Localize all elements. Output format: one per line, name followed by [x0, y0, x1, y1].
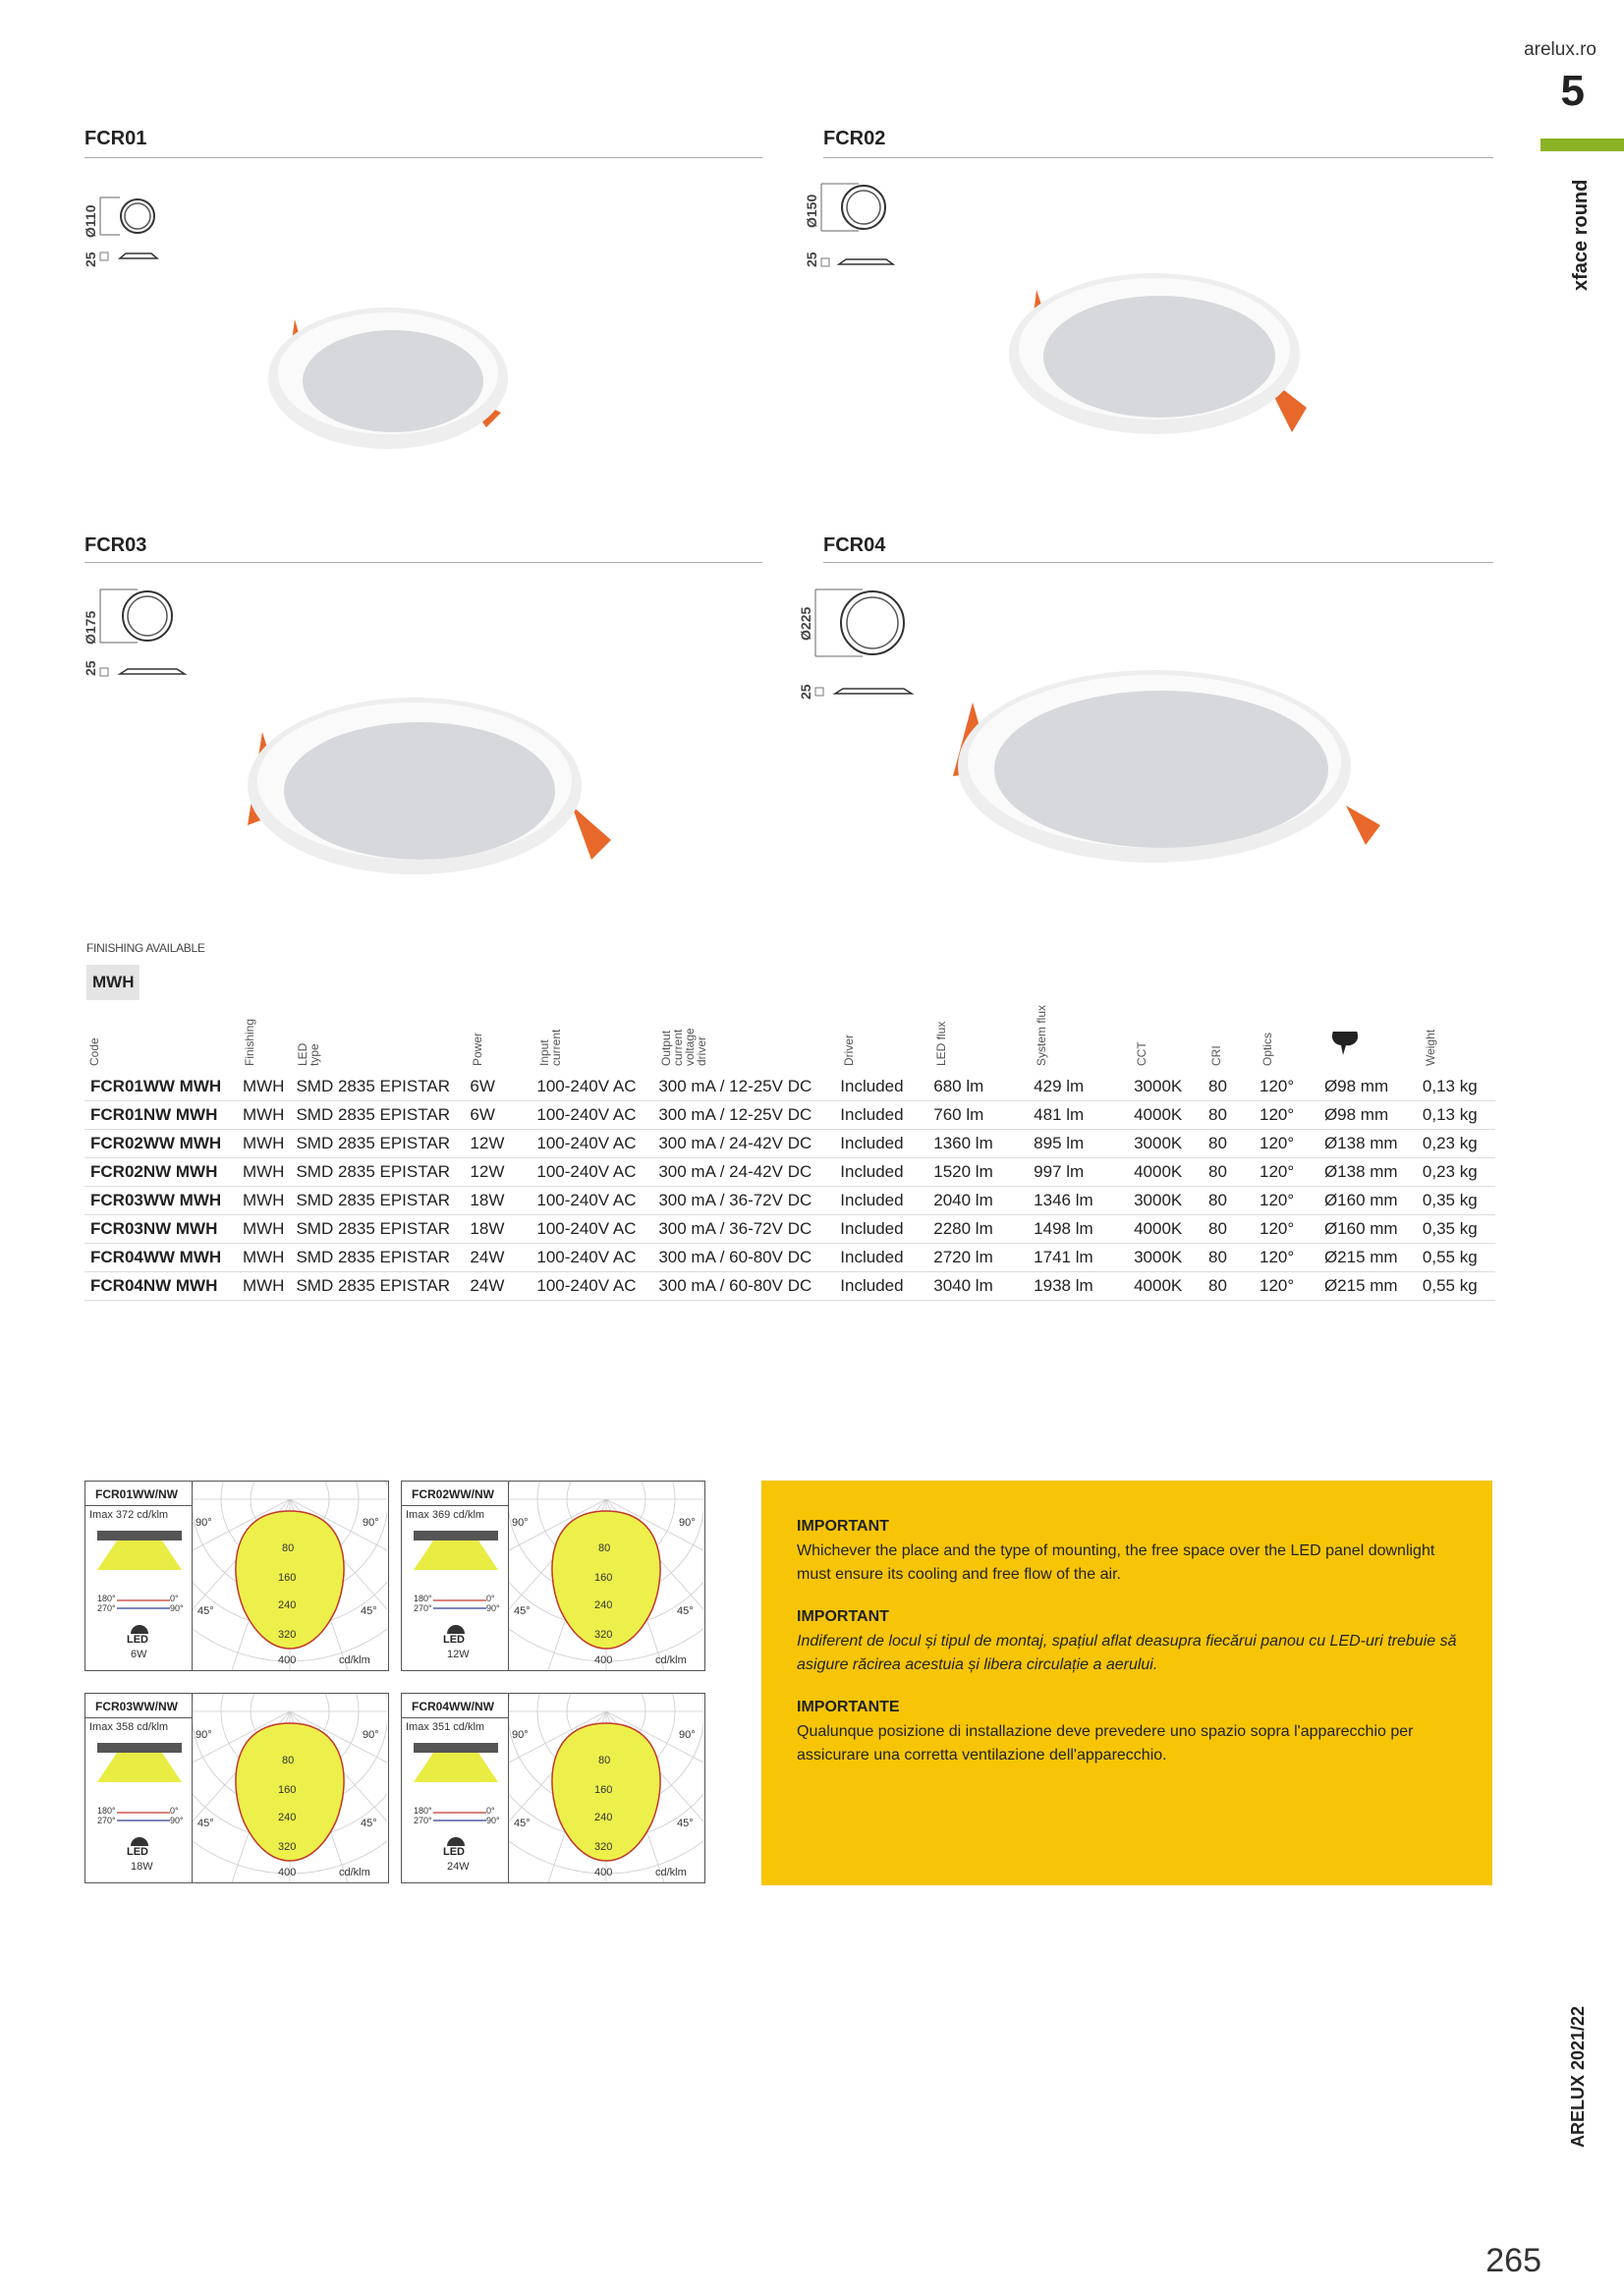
notice-title-ro: IMPORTANT — [797, 1608, 889, 1625]
divider — [823, 562, 1493, 563]
angle-label: 45° — [514, 1818, 531, 1829]
table-row — [84, 1272, 1495, 1301]
table-cell: 4000K — [1128, 1158, 1203, 1187]
divider — [84, 157, 762, 158]
diameter-label: Ø110 — [83, 204, 98, 238]
angle-label: 90° — [679, 1729, 696, 1741]
radius-label: 320 — [278, 1629, 297, 1641]
led-label: LED — [443, 1634, 465, 1646]
table-cell: 0,23 kg — [1417, 1130, 1495, 1158]
c-plane-label: 180° — [414, 1806, 432, 1816]
table-cell: 3000K — [1128, 1073, 1203, 1101]
table-cell: Ø138 mm — [1318, 1130, 1417, 1158]
angle-label: 90° — [363, 1517, 379, 1529]
c-plane-label: 270° — [97, 1816, 116, 1825]
power-label: 6W — [131, 1649, 147, 1660]
radius-label: 240 — [278, 1599, 297, 1611]
chapter-number: 5 — [1560, 67, 1585, 115]
table-cell: FCR02WW MWH — [84, 1130, 237, 1158]
table-cell: Included — [834, 1101, 927, 1130]
radius-label: 80 — [282, 1755, 295, 1766]
table-cell: MWH — [237, 1158, 290, 1187]
beam-icon — [97, 1743, 182, 1782]
table-cell: 80 — [1203, 1187, 1254, 1215]
notice-text-en: Whichever the place and the type of mounting, the free space over the LED panel downlight must ensure its cooling and free flow of the air. — [797, 1542, 1435, 1583]
table-cell: 2720 lm — [927, 1244, 1028, 1272]
table-cell: 100-240V AC — [531, 1130, 652, 1158]
downlight-photo — [241, 295, 535, 472]
table-cell: MWH — [237, 1215, 290, 1244]
table-cell: 4000K — [1128, 1272, 1203, 1301]
table-cell: 760 lm — [927, 1101, 1028, 1130]
radius-label: 240 — [594, 1812, 613, 1823]
imax-label: Imax 372 cd/klm — [89, 1509, 169, 1521]
spec-table — [84, 1073, 1495, 1301]
c-plane-label: 0° — [486, 1594, 495, 1603]
table-cell: 100-240V AC — [531, 1158, 652, 1187]
c-plane-label: 270° — [414, 1816, 432, 1825]
photometric-code: FCR04WW/NW — [412, 1700, 494, 1713]
radius-label: 400 — [278, 1867, 297, 1878]
table-cell: FCR04NW MWH — [84, 1272, 237, 1301]
product-title: FCR04 — [823, 534, 886, 556]
diameter-label: Ø150 — [804, 194, 819, 228]
table-cell: SMD 2835 EPISTAR — [290, 1215, 464, 1244]
product-title: FCR01 — [84, 128, 147, 149]
table-cell: Included — [834, 1244, 927, 1272]
col-header-led-type: LED type — [296, 1042, 321, 1066]
table-cell: Included — [834, 1130, 927, 1158]
divider — [823, 157, 1493, 158]
table-cell: 120° — [1254, 1101, 1318, 1130]
radius-label: 400 — [278, 1654, 297, 1666]
table-cell: 3000K — [1128, 1130, 1203, 1158]
catalog-title: ARELUX 2021/22 — [1568, 2005, 1588, 2148]
table-cell: 300 mA / 24-42V DC — [652, 1158, 834, 1187]
legend-lines — [117, 1810, 170, 1823]
table-cell: Included — [834, 1215, 927, 1244]
table-cell: FCR04WW MWH — [84, 1244, 237, 1272]
table-cell: 100-240V AC — [531, 1101, 652, 1130]
table-cell: 4000K — [1128, 1215, 1203, 1244]
table-cell: 0,55 kg — [1417, 1272, 1495, 1301]
angle-label: 45° — [514, 1605, 531, 1617]
table-cell: FCR03WW MWH — [84, 1187, 237, 1215]
c-plane-label: 180° — [97, 1806, 116, 1816]
divider — [85, 1717, 192, 1718]
table-cell: Ø138 mm — [1318, 1158, 1417, 1187]
col-header-driver: Driver — [842, 1035, 856, 1066]
table-cell: 24W — [464, 1244, 531, 1272]
table-cell: 120° — [1254, 1073, 1318, 1101]
table-cell: 0,23 kg — [1417, 1158, 1495, 1187]
radius-label: 240 — [594, 1599, 613, 1611]
angle-label: 90° — [196, 1729, 212, 1741]
c-plane-label: 180° — [97, 1594, 116, 1603]
angle-label: 45° — [197, 1605, 214, 1617]
table-cell: 120° — [1254, 1130, 1318, 1158]
col-header-led-flux: LED flux — [934, 1021, 948, 1066]
table-cell: 80 — [1203, 1215, 1254, 1244]
table-cell: SMD 2835 EPISTAR — [290, 1073, 464, 1101]
table-cell: 300 mA / 24-42V DC — [652, 1130, 834, 1158]
c-plane-label: 90° — [486, 1816, 500, 1825]
divider — [402, 1505, 508, 1506]
downlight-photo — [978, 251, 1331, 457]
radius-label: 80 — [598, 1755, 611, 1766]
radius-label: 160 — [594, 1572, 613, 1584]
table-cell: SMD 2835 EPISTAR — [290, 1158, 464, 1187]
table-cell: 80 — [1203, 1073, 1254, 1101]
height-label: 25 — [83, 660, 98, 676]
c-plane-label: 270° — [414, 1603, 432, 1613]
table-cell: SMD 2835 EPISTAR — [290, 1130, 464, 1158]
table-row — [84, 1158, 1495, 1187]
c-plane-label: 270° — [97, 1603, 116, 1613]
table-cell: 3040 lm — [927, 1272, 1028, 1301]
table-row — [84, 1073, 1495, 1101]
col-header-power: Power — [471, 1032, 484, 1066]
radius-label: 320 — [594, 1841, 613, 1853]
table-cell: 100-240V AC — [531, 1073, 652, 1101]
table-cell: 80 — [1203, 1158, 1254, 1187]
table-cell: 18W — [464, 1215, 531, 1244]
table-cell: 2280 lm — [927, 1215, 1028, 1244]
site-url: arelux.ro — [1524, 39, 1596, 60]
table-cell: SMD 2835 EPISTAR — [290, 1101, 464, 1130]
table-cell: MWH — [237, 1272, 290, 1301]
table-cell: 300 mA / 12-25V DC — [652, 1073, 834, 1101]
table-cell: FCR02NW MWH — [84, 1158, 237, 1187]
divider — [402, 1717, 508, 1718]
table-cell: MWH — [237, 1073, 290, 1101]
imax-label: Imax 369 cd/klm — [406, 1509, 485, 1521]
radius-label: 320 — [278, 1841, 297, 1853]
radius-label: 160 — [278, 1784, 297, 1796]
radius-label: 160 — [594, 1784, 613, 1796]
notice-title-en: IMPORTANT — [797, 1518, 889, 1535]
table-cell: 0,35 kg — [1417, 1187, 1495, 1215]
led-label: LED — [127, 1846, 148, 1858]
table-cell: 80 — [1203, 1101, 1254, 1130]
c-plane-label: 0° — [170, 1594, 179, 1603]
power-label: 12W — [447, 1649, 470, 1660]
radius-label: 320 — [594, 1629, 613, 1641]
col-header-input: Input current — [537, 1029, 563, 1066]
power-label: 18W — [131, 1861, 153, 1873]
table-cell: 1498 lm — [1028, 1215, 1128, 1244]
height-label: 25 — [804, 252, 819, 267]
table-row — [84, 1187, 1495, 1215]
chapter-accent-bar — [1540, 139, 1624, 151]
photometric-diagram — [84, 1693, 389, 1883]
table-cell: 300 mA / 12-25V DC — [652, 1101, 834, 1130]
angle-label: 90° — [363, 1729, 379, 1741]
table-cell: 300 mA / 36-72V DC — [652, 1187, 834, 1215]
table-cell: MWH — [237, 1244, 290, 1272]
unit-label: cd/klm — [339, 1867, 370, 1878]
dimension-drawing — [98, 192, 177, 270]
table-cell: 3000K — [1128, 1244, 1203, 1272]
photometric-code: FCR03WW/NW — [95, 1700, 178, 1713]
c-plane-label: 180° — [414, 1594, 432, 1603]
col-header-cct: CCT — [1135, 1041, 1148, 1066]
col-header-optics: Optics — [1260, 1032, 1274, 1066]
table-cell: SMD 2835 EPISTAR — [290, 1244, 464, 1272]
divider — [85, 1505, 192, 1506]
table-cell: 80 — [1203, 1244, 1254, 1272]
table-cell: Included — [834, 1158, 927, 1187]
table-cell: Ø215 mm — [1318, 1272, 1417, 1301]
col-header-cri: CRI — [1209, 1045, 1223, 1066]
diameter-label: Ø225 — [798, 606, 813, 641]
table-cell: 12W — [464, 1130, 531, 1158]
table-cell: 0,13 kg — [1417, 1101, 1495, 1130]
c-plane-label: 90° — [170, 1603, 184, 1613]
table-cell: 680 lm — [927, 1073, 1028, 1101]
table-cell: 300 mA / 36-72V DC — [652, 1215, 834, 1244]
height-label: 25 — [83, 252, 98, 267]
radius-label: 160 — [278, 1572, 297, 1584]
radius-label: 80 — [598, 1542, 611, 1554]
radius-label: 400 — [594, 1867, 613, 1878]
table-cell: 997 lm — [1028, 1158, 1128, 1187]
table-cell: 24W — [464, 1272, 531, 1301]
table-cell: 120° — [1254, 1215, 1318, 1244]
table-cell: 100-240V AC — [531, 1244, 652, 1272]
table-cell: 100-240V AC — [531, 1272, 652, 1301]
c-plane-label: 0° — [486, 1806, 495, 1816]
imax-label: Imax 358 cd/klm — [89, 1721, 169, 1733]
table-row — [84, 1130, 1495, 1158]
col-header-system-flux: System flux — [1035, 1004, 1048, 1066]
table-cell: FCR03NW MWH — [84, 1215, 237, 1244]
photometric-diagram — [84, 1481, 389, 1671]
angle-label: 90° — [679, 1517, 696, 1529]
angle-label: 45° — [677, 1605, 694, 1617]
legend-lines — [117, 1597, 170, 1611]
power-label: 24W — [447, 1861, 470, 1873]
table-cell: SMD 2835 EPISTAR — [290, 1187, 464, 1215]
dimension-drawing — [98, 588, 196, 681]
angle-label: 45° — [197, 1818, 214, 1829]
c-plane-label: 90° — [170, 1816, 184, 1825]
unit-label: cd/klm — [655, 1654, 687, 1666]
table-cell: 300 mA / 60-80V DC — [652, 1272, 834, 1301]
photometric-code: FCR01WW/NW — [95, 1487, 178, 1501]
table-cell: FCR01WW MWH — [84, 1073, 237, 1101]
table-cell: 481 lm — [1028, 1101, 1128, 1130]
table-cell: 2040 lm — [927, 1187, 1028, 1215]
angle-label: 45° — [361, 1818, 377, 1829]
finishing-badge: MWH — [86, 965, 140, 1000]
table-cell: Included — [834, 1187, 927, 1215]
beam-icon — [414, 1743, 498, 1782]
table-cell: 1346 lm — [1028, 1187, 1128, 1215]
table-cell: MWH — [237, 1101, 290, 1130]
table-cell: 80 — [1203, 1130, 1254, 1158]
unit-label: cd/klm — [339, 1654, 370, 1666]
dimension-drawing — [819, 182, 918, 270]
photometric-code: FCR02WW/NW — [412, 1487, 494, 1501]
table-cell: SMD 2835 EPISTAR — [290, 1272, 464, 1301]
table-cell: 1938 lm — [1028, 1272, 1128, 1301]
table-cell: 0,13 kg — [1417, 1073, 1495, 1101]
angle-label: 90° — [196, 1517, 212, 1529]
table-cell: 12W — [464, 1158, 531, 1187]
table-cell: MWH — [237, 1130, 290, 1158]
table-cell: 429 lm — [1028, 1073, 1128, 1101]
beam-icon — [414, 1531, 498, 1570]
col-header-weight: Weight — [1424, 1029, 1437, 1066]
table-cell: MWH — [237, 1187, 290, 1215]
table-cell: 3000K — [1128, 1187, 1203, 1215]
radius-label: 400 — [594, 1654, 613, 1666]
col-header-output: Output current voltage driver — [659, 1028, 708, 1066]
table-cell: 1360 lm — [927, 1130, 1028, 1158]
downlight-photo — [914, 653, 1385, 865]
imax-label: Imax 351 cd/klm — [406, 1721, 485, 1733]
angle-label: 45° — [361, 1605, 377, 1617]
notice-title-it: IMPORTANTE — [797, 1699, 900, 1715]
table-cell: 80 — [1203, 1272, 1254, 1301]
table-cell: 0,55 kg — [1417, 1244, 1495, 1272]
notice-text-it: Qualunque posizione di installazione deve prevedere uno spazio sopra l'apparecchio per assicurare una corretta ventilazione dell'apparecchio. — [797, 1723, 1414, 1764]
radius-label: 240 — [278, 1812, 297, 1823]
photometric-diagram — [401, 1693, 705, 1883]
downlight-photo — [218, 678, 611, 889]
led-label: LED — [127, 1634, 148, 1646]
radius-label: 80 — [282, 1542, 295, 1554]
table-cell: 6W — [464, 1073, 531, 1101]
table-cell: 4000K — [1128, 1101, 1203, 1130]
table-cell: 1741 lm — [1028, 1244, 1128, 1272]
table-cell: 120° — [1254, 1158, 1318, 1187]
table-cell: 120° — [1254, 1187, 1318, 1215]
legend-lines — [433, 1597, 486, 1611]
beam-icon — [97, 1531, 182, 1570]
height-label: 25 — [798, 684, 813, 700]
table-cell: 300 mA / 60-80V DC — [652, 1244, 834, 1272]
notice-text-ro: Indiferent de locul și tipul de montaj, spațiul aflat deasupra fiecărui panou cu LED-uri trebuie să asigure răcirea acestuia și libera circulație a aerului. — [797, 1633, 1457, 1673]
table-cell: Ø160 mm — [1318, 1215, 1417, 1244]
table-cell: 895 lm — [1028, 1130, 1128, 1158]
c-plane-label: 0° — [170, 1806, 179, 1816]
table-cell: Ø98 mm — [1318, 1101, 1417, 1130]
table-cell: Ø215 mm — [1318, 1244, 1417, 1272]
angle-label: 45° — [677, 1818, 694, 1829]
table-cell: 100-240V AC — [531, 1187, 652, 1215]
finishing-label: FINISHING AVAILABLE — [86, 941, 205, 955]
col-header-code: Code — [87, 1037, 101, 1066]
table-cell: 6W — [464, 1101, 531, 1130]
c-plane-label: 90° — [486, 1603, 500, 1613]
product-title: FCR03 — [84, 534, 147, 556]
table-cell: Ø98 mm — [1318, 1073, 1417, 1101]
unit-label: cd/klm — [655, 1867, 687, 1878]
product-title: FCR02 — [823, 128, 886, 149]
table-cell: 100-240V AC — [531, 1215, 652, 1244]
diameter-label: Ø175 — [83, 610, 98, 644]
table-cell: FCR01NW MWH — [84, 1101, 237, 1130]
table-cell: 120° — [1254, 1244, 1318, 1272]
led-label: LED — [443, 1846, 465, 1858]
table-cell: Included — [834, 1073, 927, 1101]
table-cell: Ø160 mm — [1318, 1187, 1417, 1215]
cutout-icon — [1328, 1032, 1362, 1057]
col-header-finishing: Finishing — [243, 1018, 256, 1066]
important-notice — [761, 1481, 1492, 1885]
angle-label: 90° — [512, 1517, 529, 1529]
table-cell: 1520 lm — [927, 1158, 1028, 1187]
legend-lines — [433, 1810, 486, 1823]
table-cell: 18W — [464, 1187, 531, 1215]
angle-label: 90° — [512, 1729, 529, 1741]
section-title: xface round — [1570, 179, 1592, 291]
table-cell: Included — [834, 1272, 927, 1301]
photometric-diagram — [401, 1481, 705, 1671]
table-row — [84, 1244, 1495, 1272]
table-row — [84, 1215, 1495, 1244]
table-row — [84, 1101, 1495, 1130]
divider — [84, 562, 762, 563]
table-cell: 120° — [1254, 1272, 1318, 1301]
table-cell: 0,35 kg — [1417, 1215, 1495, 1244]
page-number: 265 — [1485, 2242, 1541, 2279]
